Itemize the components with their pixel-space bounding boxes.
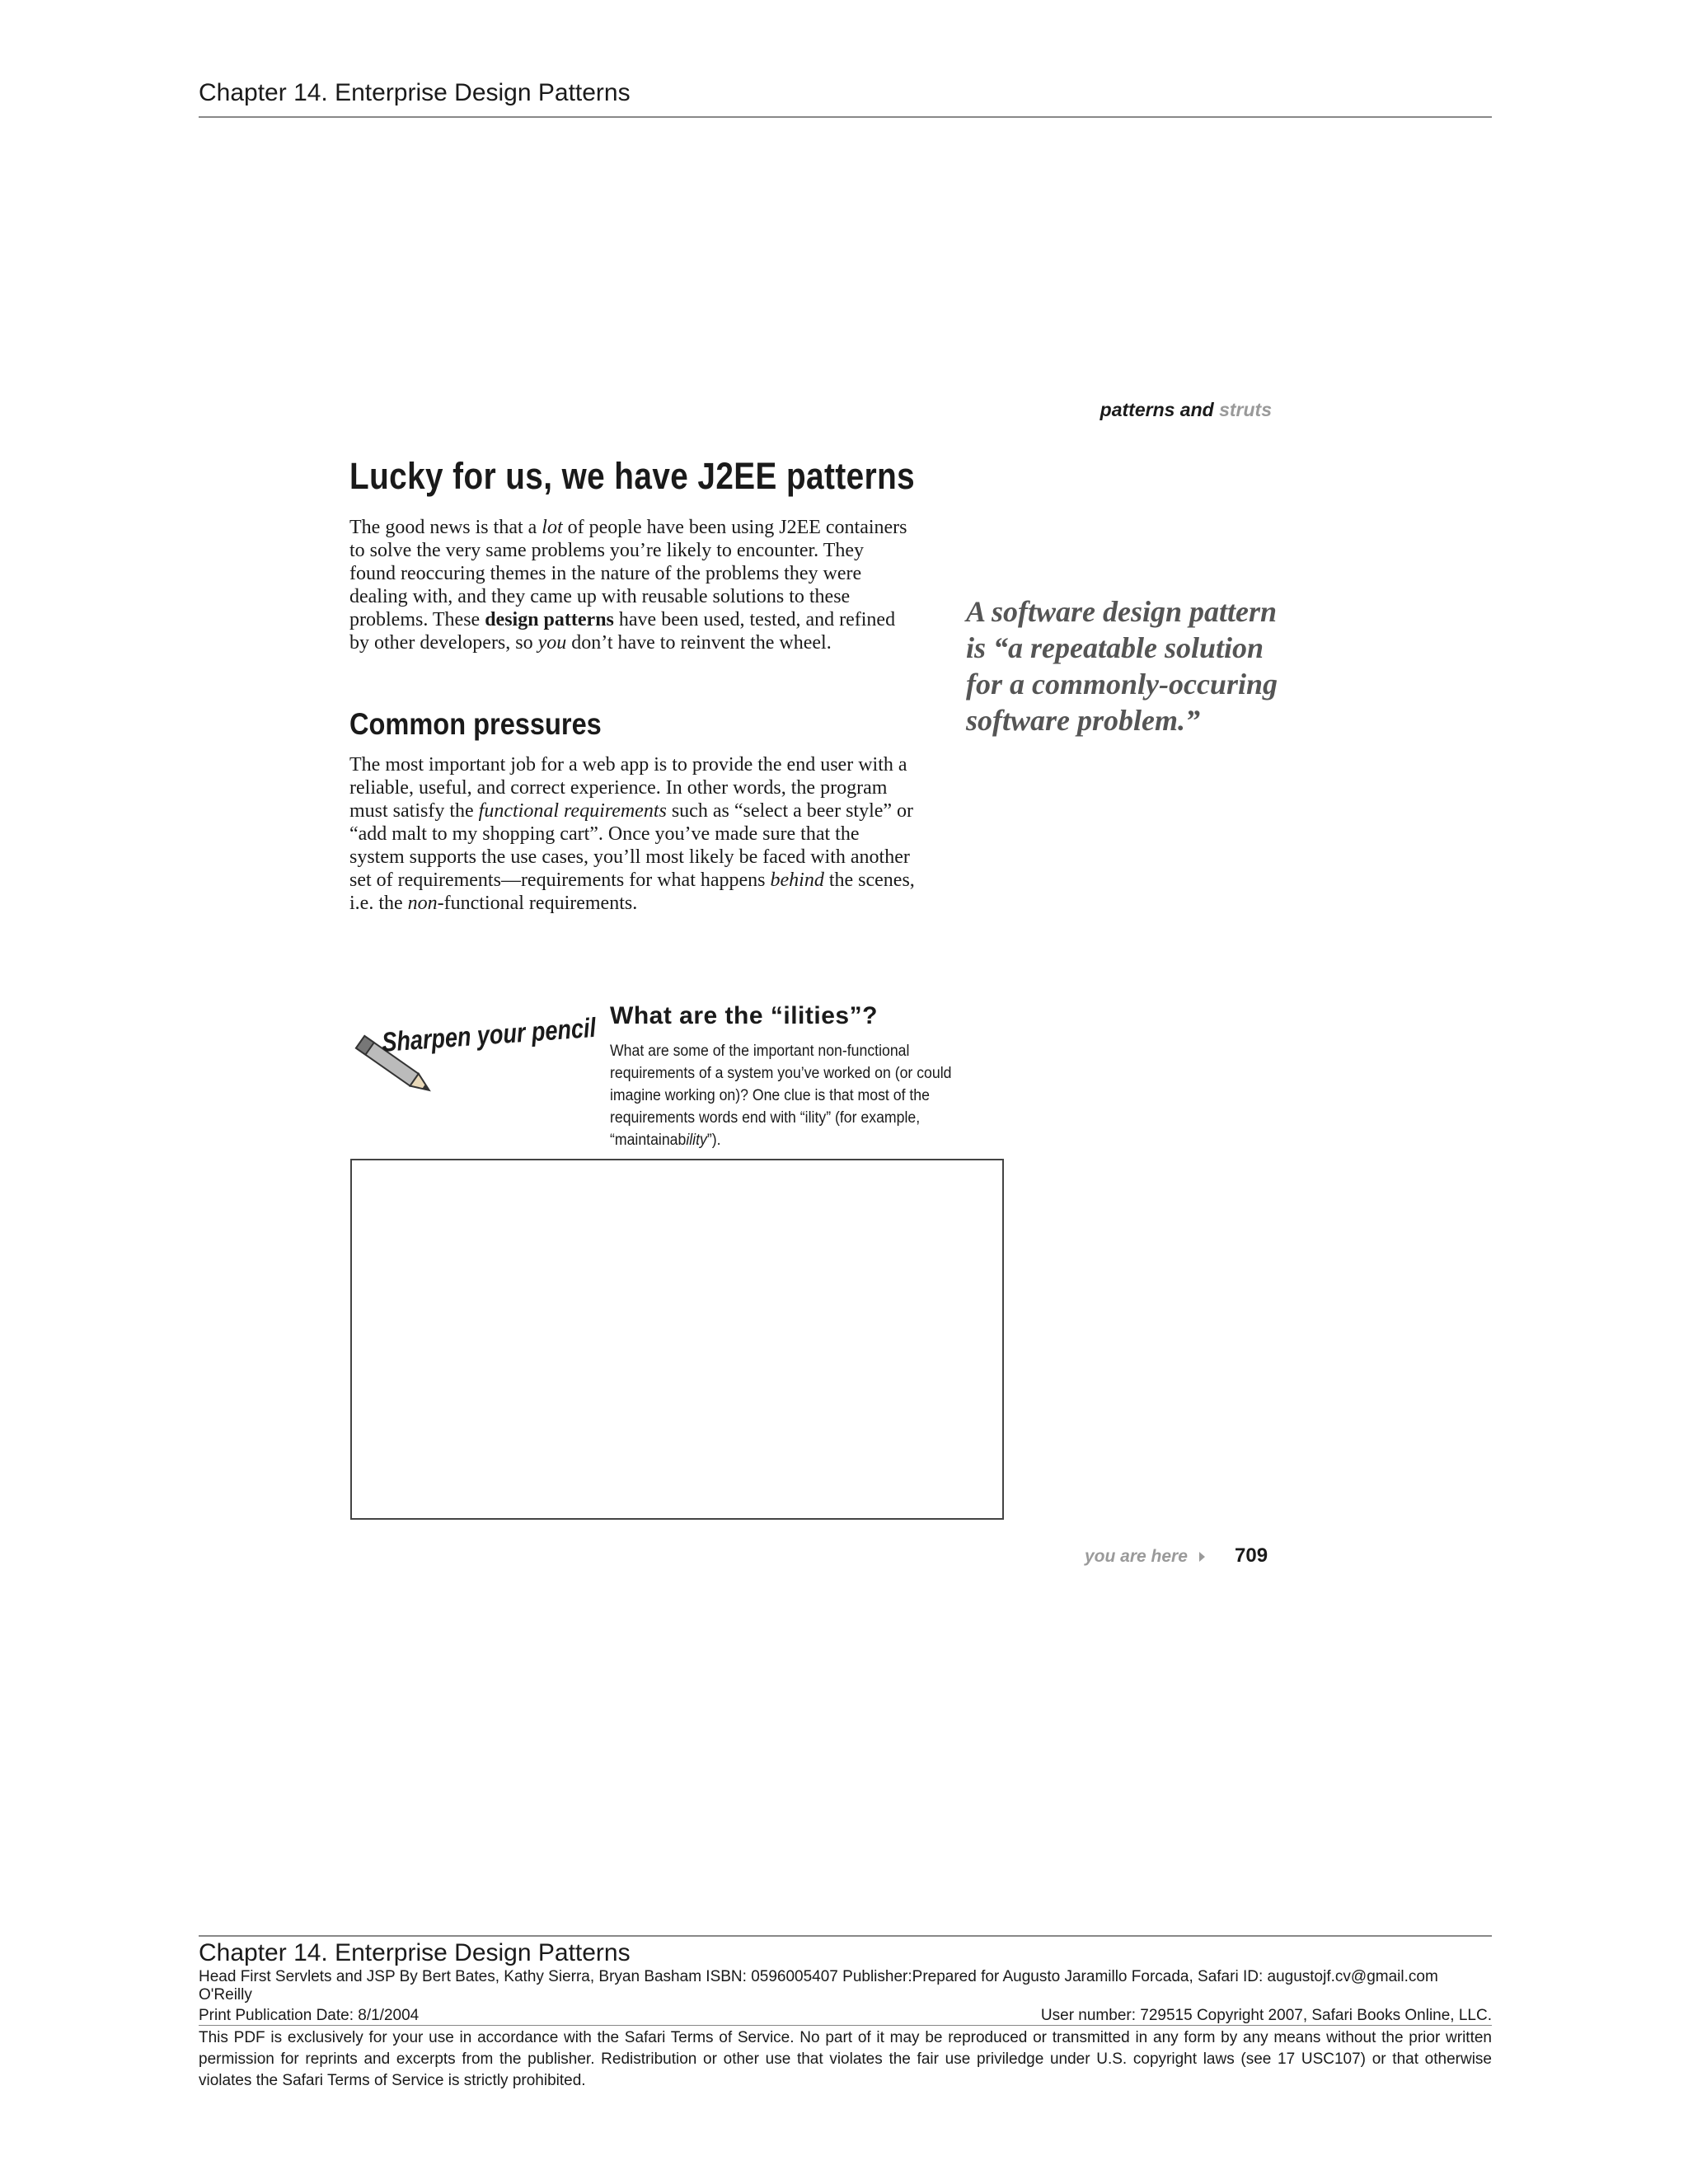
page-number: 709	[1235, 1544, 1268, 1567]
footer-divider-2	[199, 2025, 1492, 2026]
section-heading: Lucky for us, we have J2EE patterns	[349, 455, 916, 497]
footer-terms: This PDF is exclusively for your use in accordance with the Safari Terms of Service. No part of it may be reproduced or transmitted in any form by any means without the prior written permission for reprints and excerpts from the publisher. Redistribution or other use that violates the fair use priviledge under U.S. copyright laws (see 17 USC107) or that otherwise violates the Safari Terms of Service is strictly prohibited.	[199, 2029, 1492, 2089]
pressures-paragraph: The most important job for a web app is to provide the end user with a reliable, useful, and correct experience. In other words, the program must satisfy the functional requirements such as “select a beer style” or “add malt to my shopping cart”. Once you’ve made sure that the system supports the use cases, you’ll most likely be faced with another set of requirements—requirements for what happens behind the scenes, i.e. the non-functional requirements.	[349, 754, 915, 914]
answer-box[interactable]	[350, 1159, 1004, 1520]
footer-publisher: O'Reilly	[199, 1986, 252, 2004]
sharpen-pencil-label: Sharpen your pencil	[381, 1011, 598, 1057]
subsection-heading: Common pressures	[349, 707, 602, 741]
arrow-right-icon	[1199, 1552, 1205, 1562]
running-head-part1: patterns and	[1100, 399, 1214, 420]
footer-divider	[199, 1935, 1492, 1937]
header-divider	[199, 116, 1492, 118]
margin-quote: A software design pattern is “a repeatable solution for a commonly-occuring software problem.”	[966, 595, 1278, 737]
running-head-part2: struts	[1219, 399, 1272, 420]
footer-book-info: Head First Servlets and JSP By Bert Bates, Kathy Sierra, Bryan Basham ISBN: 0596005407 Publisher:Prepared for Augusto Jaramillo Forcada, Safari ID: augustojf.cv@gmail.com	[199, 1968, 1438, 1985]
footer-user-line: User number: 729515 Copyright 2007, Safari Books Online, LLC.	[1040, 2007, 1492, 2024]
running-head	[1071, 399, 1272, 421]
exercise-title: What are the “ilities”?	[610, 1002, 878, 1029]
exercise-prompt: What are some of the important non-functional requirements of a system you’ve worked on (or could imagine working on)? One clue is that most of the requirements words end with “ility” (for example, “maintainability”).	[610, 1043, 952, 1149]
intro-paragraph: The good news is that a lot of people have been using J2EE containers to solve the very same problems you’re likely to encounter. They found reoccuring themes in the nature of the problems they were dealing with, and they came up with reusable solutions to these problems. These design patterns have been used, tested, and refined by other developers, so you don’t have to reinvent the wheel.	[349, 517, 907, 654]
chapter-title: Chapter 14. Enterprise Design Patterns	[199, 79, 631, 106]
footer-chapter-title: Chapter 14. Enterprise Design Patterns	[199, 1939, 631, 1966]
you-are-here-label: you are here	[1085, 1547, 1188, 1566]
footer-pub-date: Print Publication Date: 8/1/2004	[199, 2007, 420, 2024]
